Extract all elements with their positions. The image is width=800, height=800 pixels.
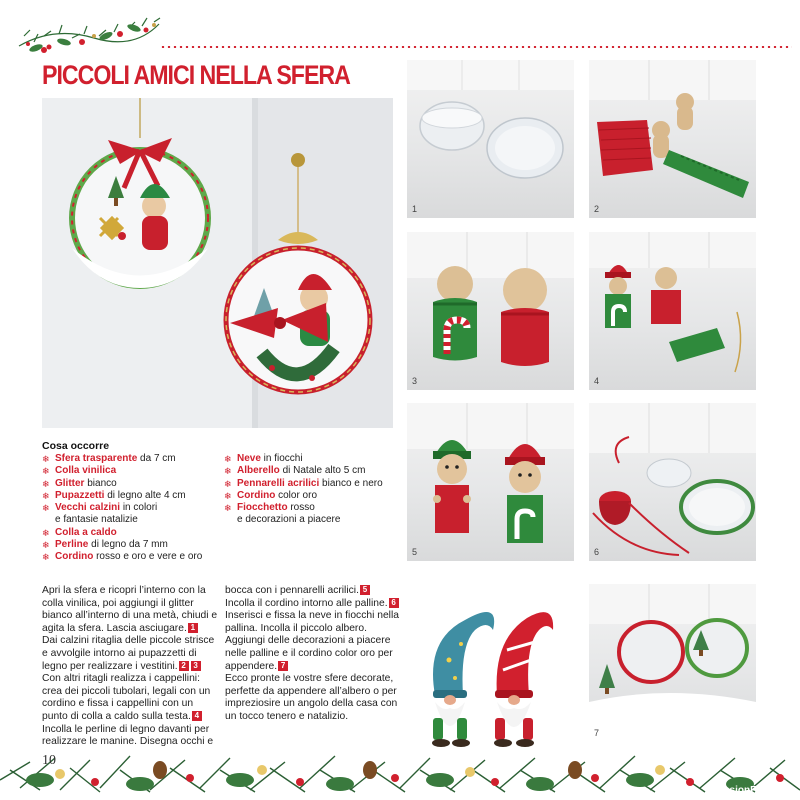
snowflake-icon: ❄ bbox=[224, 466, 232, 477]
step-number-label: 4 bbox=[594, 376, 600, 386]
instruction-text: Con altri ritagli realizza i cappellini: crea dei piccoli tubolari, legali con un cordino e fissa i cappellini con un punto di colla a caldo sulla testa. bbox=[42, 673, 211, 722]
snowflake-icon: ❄ bbox=[42, 527, 50, 538]
material-name: Fiocchetto bbox=[237, 502, 288, 514]
material-detail: rosso bbox=[287, 502, 315, 514]
material-detail: in fiocchi bbox=[260, 453, 303, 464]
step-ref-badge: 4 bbox=[192, 711, 202, 721]
snowflake-icon: ❄ bbox=[42, 540, 50, 551]
instruction-text: Incolla il cordino intorno alle palline. bbox=[225, 597, 388, 609]
hero-photo-ornaments bbox=[42, 98, 393, 428]
instruction-paragraph bbox=[42, 673, 220, 723]
material-item bbox=[224, 465, 404, 477]
material-detail: bianco bbox=[84, 477, 117, 489]
snowflake-icon: ❄ bbox=[224, 454, 232, 464]
snowflake-icon: ❄ bbox=[42, 552, 50, 563]
instructions-column-1 bbox=[42, 585, 220, 749]
material-name: Cordino bbox=[237, 489, 276, 501]
step-ref-badge: 5 bbox=[360, 585, 370, 595]
material-name: Cordino bbox=[55, 551, 94, 563]
step-number-label: 5 bbox=[412, 547, 418, 557]
materials-right-column bbox=[224, 453, 404, 527]
material-detail: di Natale alto 5 cm bbox=[279, 465, 366, 477]
materials-heading: Cosa occorre bbox=[42, 440, 110, 452]
dotted-rule bbox=[160, 46, 792, 48]
material-detail-line2: e decorazioni a piacere bbox=[237, 514, 341, 526]
material-item bbox=[224, 453, 404, 465]
material-detail: color oro bbox=[275, 489, 318, 501]
instruction-text: Inserisci e fissa la neve in fiocchi nella pallina. Incolla il piccolo albero. Aggiungi delle decorazioni a piacere nelle palline e il cordino color oro per appendere. bbox=[225, 610, 399, 672]
instruction-paragraph bbox=[42, 585, 220, 635]
instruction-paragraph bbox=[225, 610, 401, 673]
step-ref-badge: 3 bbox=[191, 661, 201, 671]
material-item bbox=[224, 490, 404, 502]
snowflake-icon: ❄ bbox=[224, 490, 232, 501]
page-title: PICCOLI AMICI NELLA SFERA bbox=[42, 60, 350, 90]
materials-list bbox=[42, 440, 402, 563]
watermark: PassionForum.ru bbox=[711, 785, 794, 796]
step-photo-7 bbox=[589, 584, 756, 742]
step-photo-3 bbox=[407, 232, 574, 390]
material-item bbox=[42, 453, 227, 465]
material-item bbox=[42, 490, 227, 502]
material-name: Pupazzetti bbox=[55, 489, 105, 501]
material-detail: di legno alte 4 cm bbox=[104, 489, 186, 501]
snowflake-icon: ❄ bbox=[224, 478, 232, 489]
material-name: Pennarelli acrilici bbox=[237, 477, 320, 489]
step-number-label: 2 bbox=[594, 204, 600, 214]
step-ref-badge: 6 bbox=[389, 598, 399, 608]
step-photo-5 bbox=[407, 403, 574, 561]
instruction-text: Incolla le perline di legno davanti per realizzare le manine. Disegna occhi e bbox=[42, 723, 214, 748]
step-ref-badge: 7 bbox=[278, 661, 288, 671]
instruction-paragraph bbox=[42, 635, 220, 673]
snowflake-icon: ❄ bbox=[42, 466, 50, 477]
material-item bbox=[42, 539, 227, 551]
material-name: Perline bbox=[55, 539, 89, 551]
material-item bbox=[42, 478, 227, 490]
instruction-text: Apri la sfera e ricopri l’interno con la colla vinilica, poi aggiungi il glitter bianco all’interno di una metà, chiudi e agita la sfera. Lascia asciugare. bbox=[42, 585, 218, 634]
material-name: Neve bbox=[237, 453, 261, 464]
material-detail: di legno da 7 mm bbox=[88, 539, 168, 551]
material-item bbox=[42, 502, 227, 527]
instruction-text: Ecco pronte le vostre sfere decorate, perfette da appendere all’albero o per impreziosire un angolo della casa con un tocco tenero e natalizio. bbox=[225, 673, 398, 722]
material-item bbox=[224, 502, 404, 527]
step-ref-badge: 1 bbox=[188, 623, 198, 633]
instruction-text: bocca con i pennarelli acrilici. bbox=[225, 585, 359, 596]
material-name: Glitter bbox=[55, 477, 85, 489]
material-name: Sfera trasparente bbox=[55, 453, 138, 464]
step-number-label: 6 bbox=[594, 547, 600, 557]
instruction-paragraph bbox=[225, 585, 401, 598]
instruction-text: Dai calzini ritaglia delle piccole strisce e avvolgile intorno ai pupazzetti di legno per realizzare i vestitini. bbox=[42, 635, 215, 672]
materials-left-column bbox=[42, 453, 227, 564]
snowflake-icon: ❄ bbox=[42, 454, 50, 464]
snowflake-icon: ❄ bbox=[42, 478, 50, 489]
material-name: Colla vinilica bbox=[55, 465, 117, 477]
step-number-label: 1 bbox=[412, 204, 418, 214]
instructions-column-2 bbox=[225, 585, 401, 724]
material-detail: bianco e nero bbox=[319, 477, 383, 489]
step-photo-4 bbox=[589, 232, 756, 390]
step-photo-1 bbox=[407, 60, 574, 218]
step-number-label: 7 bbox=[594, 728, 600, 738]
instruction-paragraph bbox=[225, 598, 401, 611]
instruction-paragraph bbox=[225, 673, 401, 723]
step-photo-6 bbox=[589, 403, 756, 561]
page-number: 10 bbox=[42, 753, 56, 768]
material-item bbox=[42, 551, 227, 563]
material-item bbox=[42, 527, 227, 539]
material-detail: in colori bbox=[120, 502, 158, 514]
material-detail: rosso e oro e vere e oro bbox=[93, 551, 203, 563]
material-name: Vecchi calzini bbox=[55, 502, 121, 514]
snowflake-icon: ❄ bbox=[42, 490, 50, 501]
holly-garland-top bbox=[14, 6, 164, 66]
step-number-label: 3 bbox=[412, 376, 418, 386]
holly-garland-bottom bbox=[0, 740, 800, 800]
material-name: Colla a caldo bbox=[55, 526, 117, 538]
material-item bbox=[224, 478, 404, 490]
snowflake-icon: ❄ bbox=[224, 503, 232, 514]
snowflake-icon: ❄ bbox=[42, 503, 50, 514]
step-ref-badge: 2 bbox=[179, 661, 189, 671]
step-photo-2 bbox=[589, 60, 756, 218]
material-name: Alberello bbox=[237, 465, 280, 477]
material-detail: da 7 cm bbox=[137, 453, 176, 464]
gnome-illustration bbox=[415, 600, 565, 750]
material-detail-line2: e fantasie natalizie bbox=[55, 514, 138, 526]
material-item bbox=[42, 465, 227, 477]
